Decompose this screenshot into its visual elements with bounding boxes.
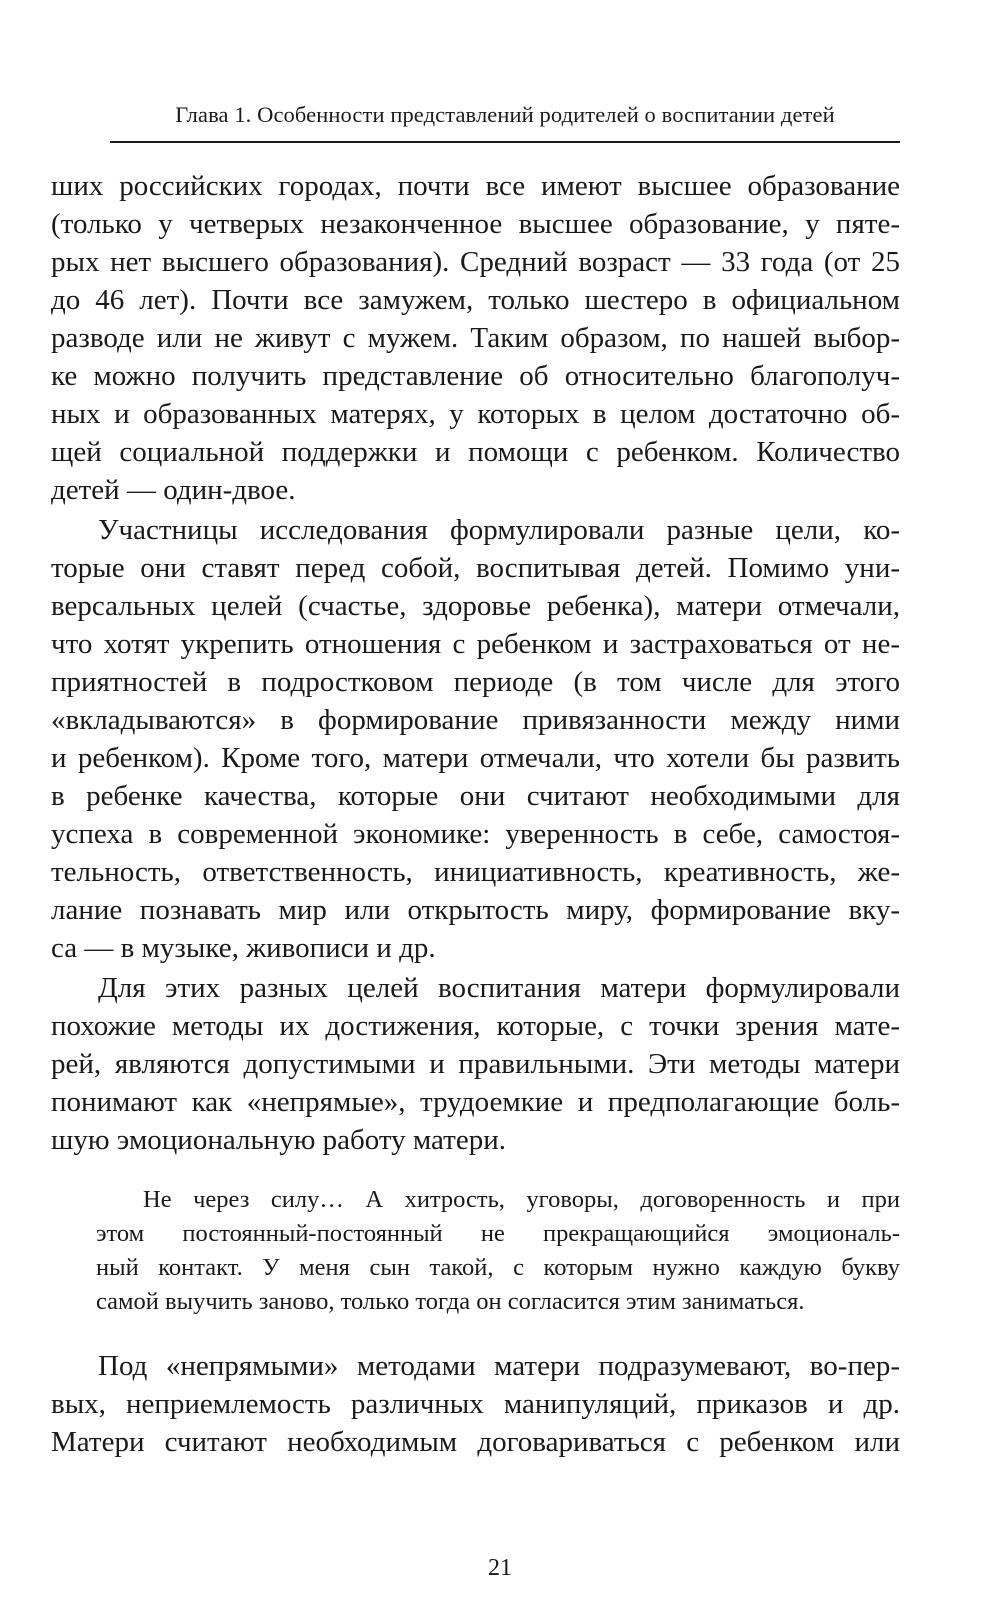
text-line: са — в музыке, живописи и др. [51,932,436,964]
text-line: что хотят укрепить отношения с ребенком и застраховаться от не- [51,628,900,660]
text-line: Под «непрямыми» методами матери подразумевают, во-пер- [98,1350,900,1382]
quote-line: ный контакт. У меня сын такой, с которым нужно каждую букву [96,1254,900,1281]
text-line: в ребенке качества, которые они считают необходимыми для [51,780,900,812]
text-line: и ребенком). Кроме того, матери отмечали, что хотели бы развить [51,742,900,774]
text-line: лание познавать мир или открытость миру, формирование вку- [51,894,900,926]
text-line: до 46 лет). Почти все замужем, только шестеро в официальном [51,284,900,316]
text-line: ке можно получить представление об относительно благополуч- [51,360,900,392]
running-header: Глава 1. Особенности представлений родителей о воспитании детей [175,102,835,127]
text-line: вых, неприемлемость различных манипуляций, приказов и др. [51,1388,900,1420]
text-line: приятностей в подростковом периоде (в том числе для этого [51,666,900,698]
text-line: щей социальной поддержки и помощи с ребенком. Количество [51,436,900,468]
text-line: (только у четверых незаконченное высшее образование, у пяте- [51,208,900,240]
quote-line: этом постоянный-постоянный не прекращающийся эмоциональ- [96,1220,900,1247]
text-line: торые они ставят перед собой, воспитывая детей. Помимо уни- [51,552,900,584]
text-line: детей — один-двое. [51,474,296,506]
text-line: версальных целей (счастье, здоровье ребенка), матери отмечали, [51,590,900,622]
text-line: рей, являются допустимыми и правильными. Эти методы матери [51,1048,900,1080]
text-line: шую эмоциональную работу матери. [51,1124,506,1156]
text-line: тельность, ответственность, инициативность, креативность, же- [51,856,900,888]
text-line: похожие методы их достижения, которые, с точки зрения мате- [51,1010,900,1042]
text-line: Участницы исследования формулировали разные цели, ко- [98,514,900,546]
text-line: рых нет высшего образования). Средний возраст — 33 года (от 25 [51,246,900,278]
text-line: ных и образованных матерях, у которых в целом достаточно об- [51,398,900,430]
quote-line: самой выучить заново, только тогда он согласится этим заниматься. [96,1288,805,1315]
text-line: успеха в современной экономике: уверенность в себе, самостоя- [51,818,900,850]
text-line: понимают как «непрямые», трудоемкие и предполагающие боль- [51,1086,900,1118]
text-line: Для этих разных целей воспитания матери формулировали [98,972,900,1004]
page-number: 21 [488,1555,512,1581]
text-line: «вкладываются» в формирование привязанности между ними [51,704,900,736]
quote-line: Не через силу… А хитрость, уговоры, договоренность и при [143,1186,900,1213]
text-line: разводе или не живут с мужем. Таким образом, по нашей выбор- [51,322,900,354]
text-line: Матери считают необходимым договариваться с ребенком или [51,1426,900,1458]
text-line: ших российских городах, почти все имеют высшее образование [51,170,900,202]
header-rule [110,141,900,143]
